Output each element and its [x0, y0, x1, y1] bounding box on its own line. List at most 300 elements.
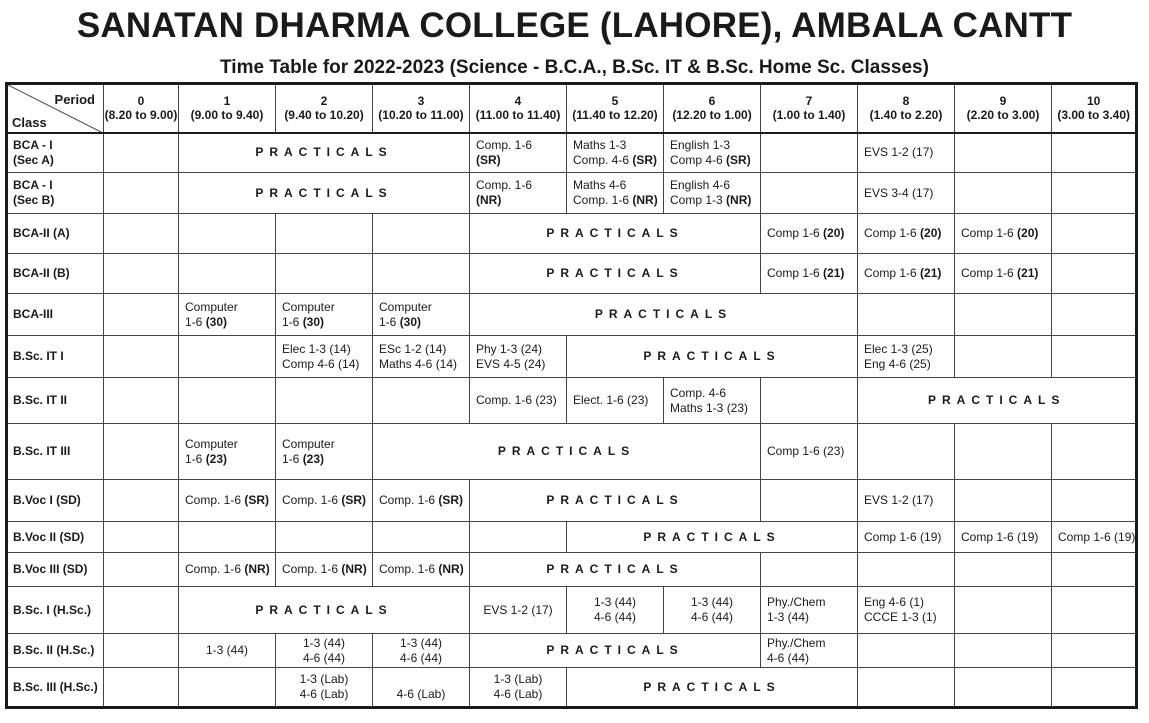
lecture-cell [276, 480, 373, 522]
lecture-text: 1-3 (Lab) [493, 672, 543, 686]
period-time: (1.40 to 2.20) [869, 108, 943, 123]
lecture-text: 4-6 (44) [690, 610, 734, 624]
lecture-text: English 4-6 [670, 178, 731, 192]
lecture-cell [470, 378, 567, 424]
room-code: (SR) [476, 152, 501, 167]
lecture-line [864, 145, 954, 160]
period-header [1052, 84, 1137, 133]
period-time: (9.40 to 10.20) [284, 108, 364, 123]
lecture-line [282, 437, 372, 452]
practicals-cell: PRACTICALS [470, 214, 761, 254]
practicals-cell: PRACTICALS [567, 522, 858, 553]
lecture-text: Comp 1-6 [864, 226, 921, 240]
table-row [7, 634, 1137, 668]
lecture-text: Comp 4-6 (14) [282, 356, 360, 371]
empty-cell [104, 336, 179, 378]
lecture-line [573, 193, 663, 208]
lecture-cell [664, 378, 761, 424]
class-name [7, 522, 104, 553]
period-time: (8.20 to 9.00) [104, 108, 178, 123]
lecture-line [664, 610, 760, 625]
room-code: (NR) [726, 193, 752, 207]
empty-cell [955, 294, 1052, 336]
lecture-text: Elec 1-3 (14) [282, 341, 351, 356]
period-number: 10 [1087, 94, 1101, 109]
lecture-text: 4-6 (44) [399, 650, 443, 665]
empty-cell [104, 634, 179, 668]
lecture-text: Comp 1-6 [864, 266, 921, 280]
lecture-text: Elec 1-3 (25) [864, 341, 933, 356]
empty-cell [761, 378, 858, 424]
lecture-text: 1-3 (44) [205, 643, 249, 657]
lecture-cell [858, 254, 955, 294]
lecture-line [373, 687, 469, 702]
period-number: 9 [999, 94, 1007, 109]
lecture-cell [761, 634, 858, 668]
period-header [104, 84, 179, 133]
header-corner [7, 84, 104, 133]
empty-cell [373, 254, 470, 294]
table-row [7, 294, 1137, 336]
table-row [7, 424, 1137, 480]
empty-cell [373, 378, 470, 424]
empty-cell [955, 480, 1052, 522]
lecture-line [961, 226, 1051, 241]
room-code: (NR) [341, 562, 367, 576]
period-number: 4 [514, 94, 522, 109]
class-name [7, 336, 104, 378]
class-label: Class [12, 114, 47, 130]
practicals-cell: PRACTICALS [373, 424, 761, 480]
lecture-line [470, 672, 566, 687]
table-row [7, 378, 1137, 424]
table-row [7, 173, 1137, 214]
lecture-cell [179, 553, 276, 587]
lecture-line [276, 672, 372, 687]
lecture-cell [470, 173, 567, 214]
lecture-cell [373, 480, 470, 522]
period-time: (11.00 to 11.40) [475, 108, 561, 123]
empty-cell [858, 294, 955, 336]
practicals-cell: PRACTICALS [470, 254, 761, 294]
room-code: (20) [1017, 226, 1039, 240]
empty-cell [761, 173, 858, 214]
lecture-text: 4-6 (44) [593, 610, 637, 624]
empty-cell [276, 254, 373, 294]
empty-cell [276, 214, 373, 254]
lecture-line [476, 357, 566, 372]
lecture-cell [858, 336, 955, 378]
room-code: (30) [399, 314, 422, 329]
practicals-cell: PRACTICALS [470, 480, 761, 522]
lecture-text: 4-6 (Lab) [396, 687, 446, 701]
lecture-line [670, 178, 760, 193]
timetable [5, 82, 1138, 709]
lecture-cell [179, 294, 276, 336]
empty-cell [955, 668, 1052, 708]
lecture-cell [955, 522, 1052, 553]
lecture-cell [664, 173, 761, 214]
class-name-line: B.Sc. IT I [13, 349, 64, 363]
room-code: (NR) [476, 193, 502, 207]
empty-cell [1052, 133, 1137, 173]
class-name-line: (Sec A) [13, 152, 54, 167]
period-time: (10.20 to 11.00) [378, 108, 464, 123]
timetable-subtitle: Time Table for 2022-2023 (Science - B.C.A., B.Sc. IT & B.Sc. Home Sc. Classes) [220, 57, 929, 78]
lecture-text: 1-6 [282, 314, 303, 329]
lecture-cell [276, 424, 373, 480]
lecture-line [373, 636, 469, 651]
lecture-cell [276, 553, 373, 587]
lecture-cell [858, 214, 955, 254]
empty-cell [1052, 587, 1137, 634]
lecture-text: Comp 1-6 [961, 226, 1018, 240]
empty-cell [858, 668, 955, 708]
class-name [7, 480, 104, 522]
table-row [7, 336, 1137, 378]
lecture-line [373, 651, 469, 666]
lecture-text: Phy./Chem [767, 595, 826, 609]
room-code: (SR) [438, 493, 464, 507]
lecture-text: 1-6 [185, 314, 206, 329]
lecture-line [573, 138, 663, 153]
lecture-line [767, 226, 857, 241]
lecture-text: Comp. 1-6 [476, 178, 533, 192]
lecture-text: Comp 1-6 (19) [1058, 529, 1136, 544]
lecture-line [185, 437, 275, 452]
lecture-cell [664, 587, 761, 634]
class-name-line: B.Voc III (SD) [13, 562, 88, 576]
empty-cell [104, 173, 179, 214]
lecture-text: Elect. 1-6 (23) [573, 393, 649, 407]
lecture-line [573, 153, 663, 168]
lecture-cell [179, 480, 276, 522]
lecture-line [476, 193, 566, 208]
lecture-text: 4-6 (44) [767, 650, 810, 665]
lecture-line [476, 153, 566, 168]
class-name-line: B.Sc. II (H.Sc.) [13, 643, 95, 657]
lecture-text: EVS 1-2 (17) [864, 145, 934, 160]
period-number: 0 [137, 94, 145, 109]
empty-cell [373, 522, 470, 553]
lecture-text: Phy 1-3 (24) [476, 341, 543, 356]
empty-cell [1052, 336, 1137, 378]
lecture-cell [276, 668, 373, 708]
empty-cell [179, 214, 276, 254]
header-row [7, 84, 1137, 133]
lecture-text: Comp. 1-6 [379, 562, 439, 576]
empty-cell [104, 378, 179, 424]
empty-cell [179, 254, 276, 294]
lecture-line [476, 178, 566, 193]
lecture-text: Comp 1-3 [670, 193, 727, 207]
lecture-line [864, 342, 954, 357]
lecture-line [185, 493, 275, 508]
lecture-cell [567, 133, 664, 173]
period-header [955, 84, 1052, 133]
practicals-cell: PRACTICALS [858, 378, 1137, 424]
lecture-text: Comp 1-6 [767, 266, 824, 280]
lecture-text: English 1-3 [670, 137, 731, 152]
practicals-cell: PRACTICALS [179, 133, 470, 173]
lecture-text: Comp 4-6 [670, 152, 727, 167]
empty-cell [1052, 294, 1137, 336]
class-name-line: BCA-II (B) [13, 266, 70, 280]
empty-cell [1052, 173, 1137, 214]
lecture-text: Comp. 1-6 [282, 493, 342, 507]
class-name-line: B.Sc. III (H.Sc.) [13, 679, 98, 694]
period-header [567, 84, 664, 133]
lecture-cell [470, 133, 567, 173]
lecture-cell [955, 254, 1052, 294]
table-row [7, 480, 1137, 522]
period-header [373, 84, 470, 133]
period-label: Period [54, 92, 95, 107]
lecture-text: Comp. 1-6 [573, 193, 633, 207]
class-name-line: B.Voc I (SD) [13, 493, 81, 507]
lecture-line [767, 651, 857, 666]
lecture-line [373, 672, 469, 687]
room-code: (21) [920, 266, 942, 280]
room-code: (20) [823, 226, 845, 240]
lecture-line [864, 186, 954, 201]
table-row [7, 522, 1137, 553]
empty-cell [179, 668, 276, 708]
lecture-text: Comp 1-6 (19) [864, 529, 942, 544]
lecture-text: Maths 4-6 [573, 178, 627, 192]
class-name [7, 587, 104, 634]
lecture-text: 1-3 (Lab) [299, 672, 349, 686]
lecture-cell [276, 336, 373, 378]
period-number: 8 [902, 94, 910, 109]
lecture-text: 1-6 [185, 451, 206, 466]
empty-cell [955, 336, 1052, 378]
lecture-line [282, 300, 372, 315]
practicals-cell: PRACTICALS [179, 587, 470, 634]
period-time: (9.00 to 9.40) [190, 108, 264, 123]
lecture-text: Computer [185, 436, 238, 451]
lecture-line [864, 530, 954, 545]
lecture-text: Comp. 1-6 [185, 562, 245, 576]
period-header [179, 84, 276, 133]
room-code: (SR) [726, 152, 751, 167]
lecture-text: 1-3 (44) [399, 635, 443, 650]
period-time: (3.00 to 3.40) [1057, 108, 1131, 123]
empty-cell [104, 214, 179, 254]
lecture-text: Computer [282, 436, 335, 451]
empty-cell [179, 336, 276, 378]
period-time: (11.40 to 12.20) [572, 108, 658, 123]
lecture-line [276, 636, 372, 651]
empty-cell [955, 133, 1052, 173]
table-row [7, 254, 1137, 294]
lecture-line [470, 687, 566, 702]
lecture-line [379, 357, 469, 372]
room-code: (NR) [438, 562, 464, 576]
lecture-cell [761, 214, 858, 254]
lecture-text: Comp 1-6 (23) [767, 444, 845, 458]
lecture-line [864, 493, 954, 508]
lecture-line [276, 651, 372, 666]
lecture-text: Eng 4-6 (1) [864, 595, 925, 609]
lecture-cell [858, 522, 955, 553]
empty-cell [104, 133, 179, 173]
period-time: (2.20 to 3.00) [966, 108, 1040, 123]
lecture-cell [373, 668, 470, 708]
empty-cell [104, 254, 179, 294]
lecture-cell [567, 173, 664, 214]
empty-cell [858, 424, 955, 480]
class-name [7, 133, 104, 173]
lecture-text: Comp 1-6 [961, 266, 1018, 280]
room-code: (SR) [244, 493, 270, 507]
lecture-text: Maths 4-6 (14) [379, 356, 458, 371]
class-name-line: BCA-II (A) [13, 226, 70, 240]
class-name [7, 378, 104, 424]
lecture-cell [761, 254, 858, 294]
class-name [7, 553, 104, 587]
empty-cell [104, 294, 179, 336]
lecture-cell [373, 294, 470, 336]
lecture-text: Comp. 1-6 [476, 137, 533, 152]
lecture-line [573, 178, 663, 193]
period-number: 6 [708, 94, 716, 109]
lecture-line [767, 636, 857, 651]
lecture-text: Comp. 1-6 [185, 493, 245, 507]
lecture-text: Comp 1-6 (19) [961, 529, 1039, 544]
empty-cell [1052, 634, 1137, 668]
lecture-text: Eng 4-6 (25) [864, 356, 931, 371]
period-time: (1.00 to 1.40) [772, 108, 846, 123]
empty-cell [858, 553, 955, 587]
room-code: (23) [205, 451, 228, 466]
lecture-text: EVS 1-2 (17) [864, 493, 934, 507]
lecture-text: 1-6 [282, 451, 303, 466]
college-title: SANATAN DHARMA COLLEGE (LAHORE), AMBALA CANTT [76, 6, 1073, 45]
lecture-line [670, 153, 760, 168]
empty-cell [104, 587, 179, 634]
lecture-cell [858, 133, 955, 173]
class-name-line: BCA-III [13, 307, 53, 321]
lecture-cell [470, 587, 567, 634]
empty-cell [955, 587, 1052, 634]
lecture-line [282, 452, 372, 467]
period-header [470, 84, 567, 133]
lecture-line [470, 603, 566, 618]
lecture-text: 1-3 (44) [593, 595, 637, 609]
room-code: (SR) [341, 493, 367, 507]
class-name-line: B.Sc. I (H.Sc.) [13, 602, 92, 617]
lecture-text: Maths 1-3 [573, 137, 627, 152]
lecture-text: 1-3 (44) [690, 595, 734, 609]
empty-cell [1052, 480, 1137, 522]
class-name [7, 173, 104, 214]
room-code: (23) [302, 451, 325, 466]
lecture-text: Comp. 1-6 [379, 493, 439, 507]
lecture-line [282, 357, 372, 372]
empty-cell [858, 634, 955, 668]
period-number: 3 [417, 94, 425, 109]
empty-cell [761, 480, 858, 522]
empty-cell [373, 214, 470, 254]
lecture-line [767, 444, 857, 459]
lecture-line [185, 562, 275, 577]
lecture-line [961, 530, 1051, 545]
lecture-text: 4-6 (Lab) [493, 687, 543, 701]
lecture-line [185, 452, 275, 467]
lecture-line [864, 226, 954, 241]
lecture-text: Computer [282, 299, 335, 314]
lecture-line [1058, 530, 1135, 545]
period-number: 1 [223, 94, 231, 109]
practicals-cell: PRACTICALS [470, 553, 761, 587]
lecture-line [476, 138, 566, 153]
lecture-line [379, 315, 469, 330]
lecture-line [864, 610, 954, 625]
lecture-line [567, 595, 663, 610]
practicals-cell: PRACTICALS [567, 336, 858, 378]
lecture-text: 1-3 (44) [767, 610, 810, 624]
room-code: (20) [920, 226, 942, 240]
lecture-cell [373, 553, 470, 587]
room-code: (21) [1017, 266, 1039, 280]
lecture-text: EVS 4-5 (24) [476, 356, 546, 371]
empty-cell [761, 133, 858, 173]
lecture-line [670, 138, 760, 153]
empty-cell [104, 480, 179, 522]
lecture-text: 4-6 (Lab) [299, 687, 349, 701]
practicals-cell: PRACTICALS [470, 294, 858, 336]
lecture-cell [858, 480, 955, 522]
lecture-text: Comp 1-6 [767, 226, 824, 240]
lecture-line [185, 315, 275, 330]
empty-cell [1052, 424, 1137, 480]
period-header [276, 84, 373, 133]
lecture-line [379, 342, 469, 357]
table-row [7, 668, 1137, 708]
class-name-line: BCA - I [13, 178, 53, 192]
lecture-line [185, 300, 275, 315]
empty-cell [104, 522, 179, 553]
lecture-line [282, 342, 372, 357]
lecture-line [476, 342, 566, 357]
empty-cell [955, 424, 1052, 480]
lecture-line [767, 595, 857, 610]
empty-cell [276, 522, 373, 553]
empty-cell [104, 553, 179, 587]
class-name-line: B.Sc. IT II [13, 393, 68, 407]
lecture-cell [567, 587, 664, 634]
lecture-cell [470, 336, 567, 378]
class-name-line: BCA - I [13, 137, 53, 152]
lecture-cell [470, 668, 567, 708]
period-header [761, 84, 858, 133]
lecture-cell [373, 634, 470, 668]
table-row [7, 553, 1137, 587]
period-time: (12.20 to 1.00) [672, 108, 752, 123]
lecture-cell [276, 294, 373, 336]
empty-cell [1052, 254, 1137, 294]
lecture-line [573, 393, 663, 408]
lecture-cell [955, 214, 1052, 254]
period-header [664, 84, 761, 133]
class-name [7, 424, 104, 480]
lecture-line [276, 687, 372, 702]
empty-cell [470, 522, 567, 553]
period-header [858, 84, 955, 133]
period-number: 2 [320, 94, 328, 109]
practicals-cell: PRACTICALS [179, 173, 470, 214]
